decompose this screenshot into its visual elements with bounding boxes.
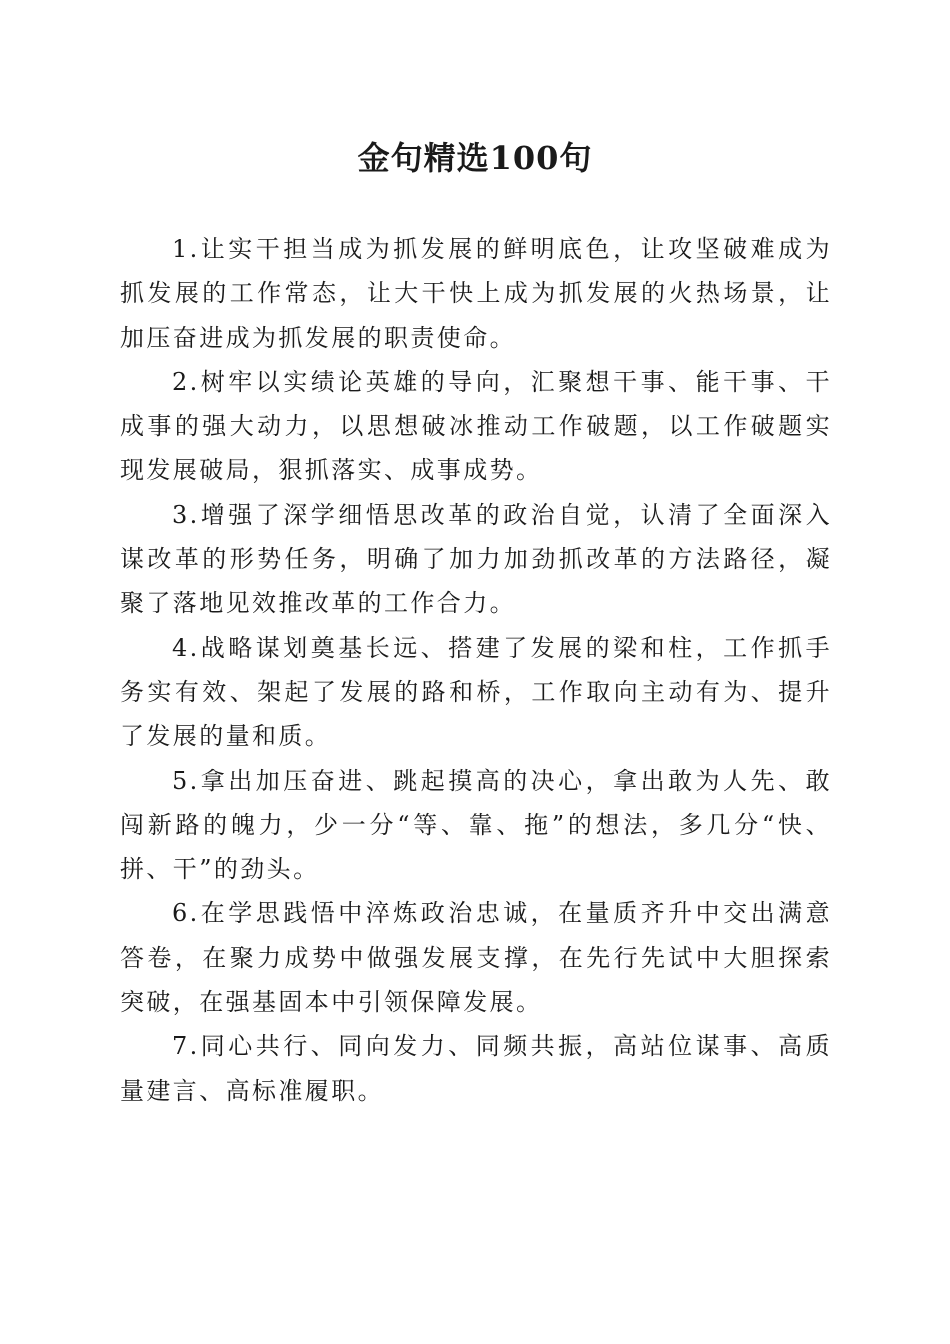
- paragraph-3: 3.增强了深学细悟思改革的政治自觉，认清了全面深入谋改革的形势任务，明确了加力加劲抓改革的方法路径，凝聚了落地见效推改革的工作合力。: [120, 500, 832, 618]
- paragraph-5: 5.拿出加压奋进、跳起摸高的决心，拿出敢为人先、敢闯新路的魄力，少一分“等、靠、拖”的想法，多几分“快、拼、干”的劲头。: [120, 766, 832, 884]
- paragraph-2: 2.树牢以实绩论英雄的导向，汇聚想干事、能干事、干成事的强大动力，以思想破冰推动工作破题，以工作破题实现发展破局，狠抓落实、成事成势。: [120, 367, 832, 485]
- document-title: 金句精选100句: [357, 139, 593, 177]
- paragraph-6: 6.在学思践悟中淬炼政治忠诚，在量质齐升中交出满意答卷，在聚力成势中做强发展支撑，在先行先试中大胆探索突破，在强基固本中引领保障发展。: [120, 899, 832, 1017]
- paragraph-7: 7.同心共行、同向发力、同频共振，高站位谋事、高质量建言、高标准履职。: [120, 1032, 832, 1105]
- paragraph-1: 1.让实干担当成为抓发展的鲜明底色，让攻坚破难成为抓发展的工作常态，让大干快上成为抓发展的火热场景，让加压奋进成为抓发展的职责使命。: [120, 235, 832, 352]
- paragraph-4: 4.战略谋划奠基长远、搭建了发展的梁和柱，工作抓手务实有效、架起了发展的路和桥，工作取向主动有为、提升了发展的量和质。: [120, 633, 832, 751]
- document-body: [120, 227, 832, 1113]
